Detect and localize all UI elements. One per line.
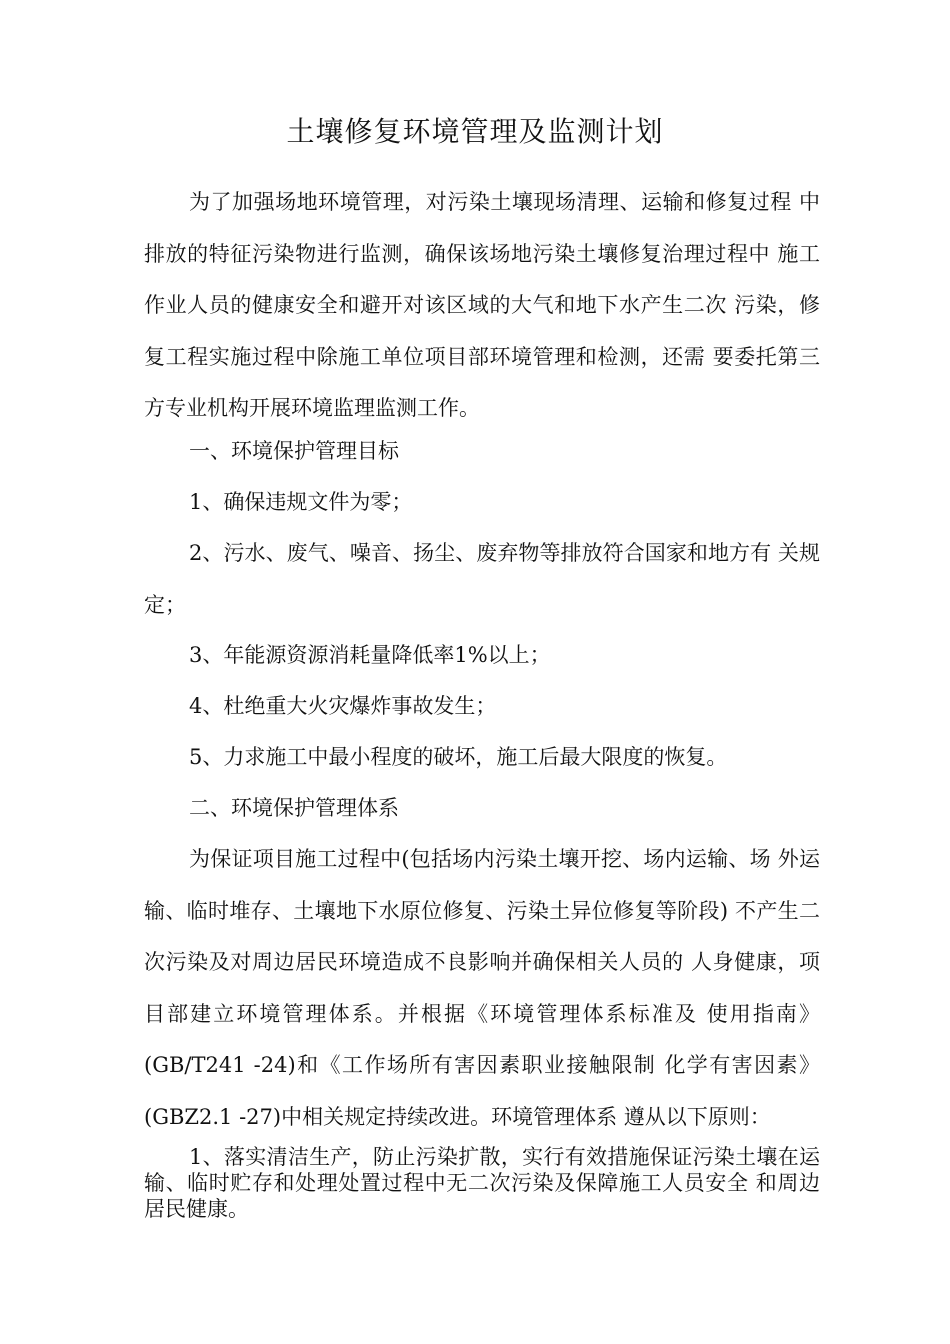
document-title: 土壤修复环境管理及监测计划: [286, 115, 664, 148]
goal-item-5: 5、力求施工中最小程度的破坏，施工后最大限度的恢复。: [189, 745, 728, 769]
goal-item-4: 4、杜绝重大火灾爆炸事故发生；: [189, 694, 497, 718]
section-heading-goals: 一、环境保护管理目标: [189, 439, 399, 463]
intro-paragraph: 为了加强场地环境管理，对污染土壤现场清理、运输和修复过程 中排放的特征污染物进行监测，确保该场地污染土壤修复治理过程中 施工作业人员的健康安全和避开对该区域的大气和地下水产生二次 污染，修复工程实施过程中除施工单位项目部环境管理和检测，还需 要委托第三方专业机构开展环境监理监测工作。: [144, 190, 820, 420]
system-paragraph: 为保证项目施工过程中(包括场内污染土壤开挖、场内运输、场 外运输、临时堆存、土壤地下水原位修复、污染土异位修复等阶段) 不产生二次污染及对周边居民环境造成不良影响并确保相关人员的 人身健康，项目部建立环境管理体系。并根据《环境管理体系标准及 使用指南》(GB/T241 -24)和《工作场所有害因素职业接触限制 化学有害因素》(GBZ2.1 -27)中相关规定持续改进。环境管理体系 遵从以下原则：: [144, 847, 820, 1129]
goal-item-1: 1、确保违规文件为零；: [189, 490, 413, 514]
principle-item-1: 1、落实清洁生产，防止污染扩散，实行有效措施保证污染土壤在运输、临时贮存和处理处置过程中无二次污染及保障施工人员安全 和周边居民健康。: [144, 1145, 820, 1221]
section-heading-system: 二、环境保护管理体系: [189, 796, 399, 820]
goal-item-2: 2、污水、废气、噪音、扬尘、废弃物等排放符合国家和地方有 关规定；: [144, 541, 820, 617]
goal-item-3: 3、年能源资源消耗量降低率1%以上；: [189, 643, 551, 667]
